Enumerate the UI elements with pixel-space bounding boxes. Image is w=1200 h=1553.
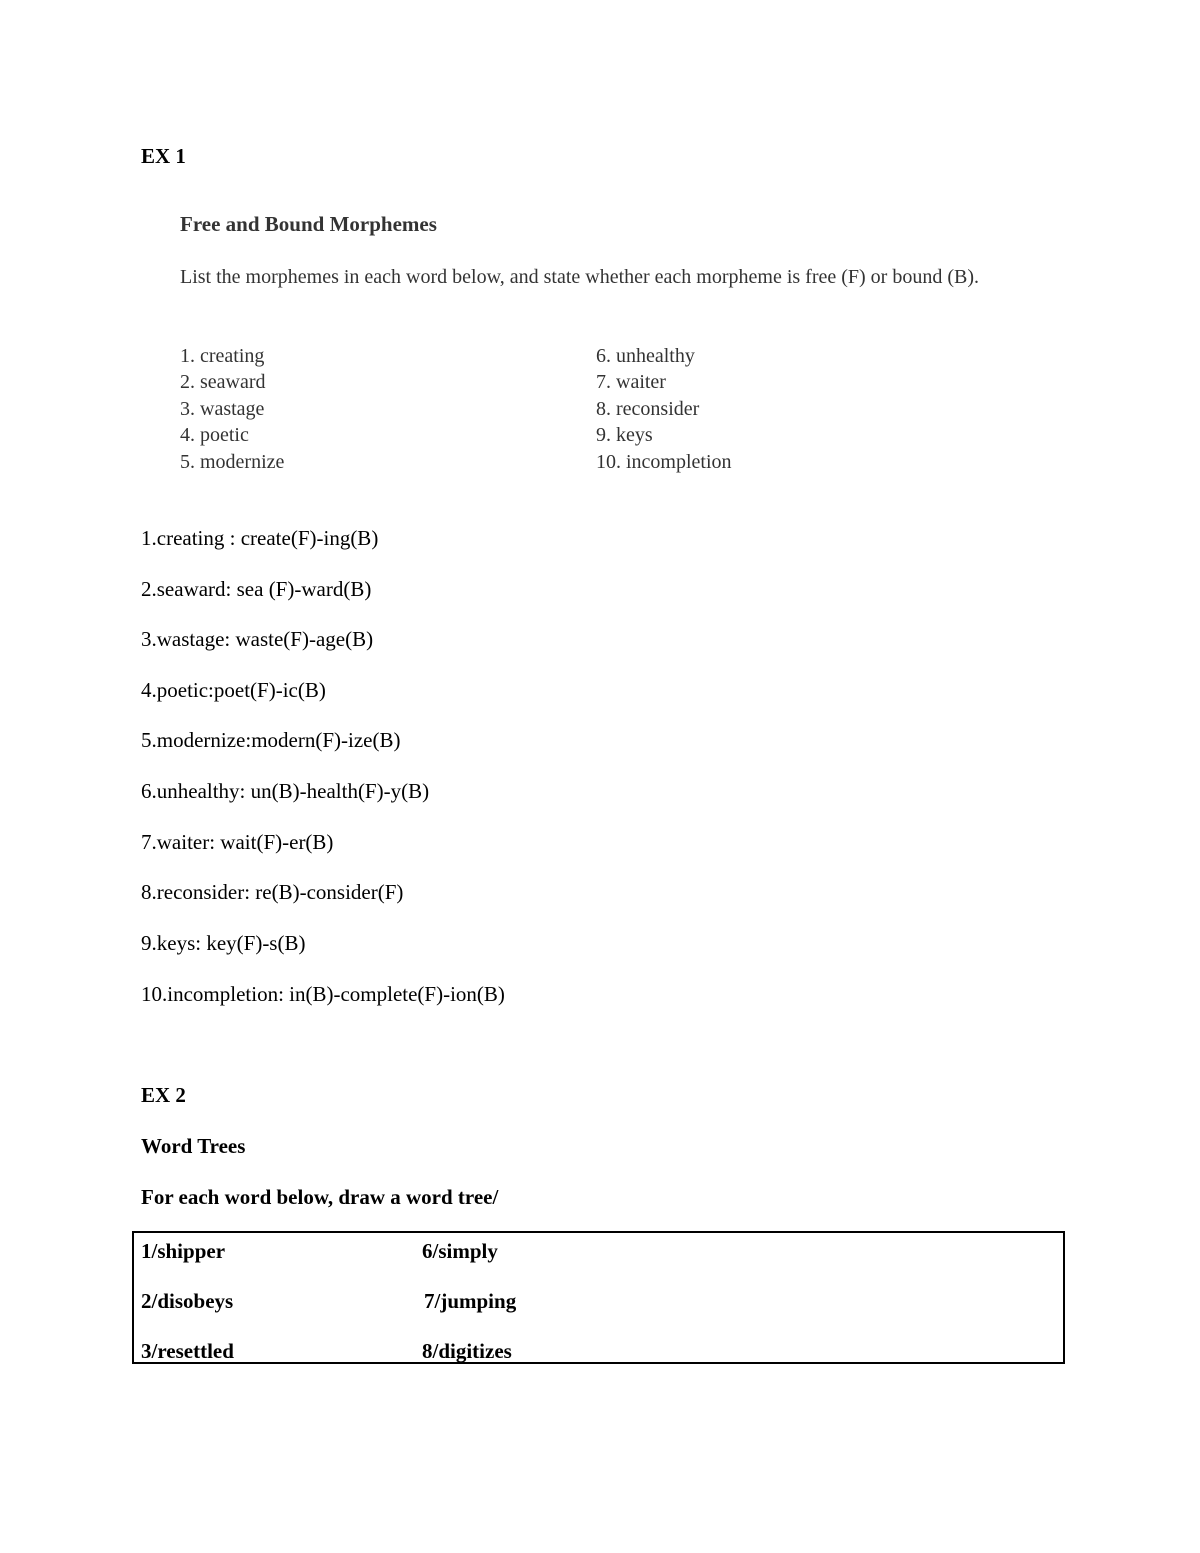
ex2-label: EX 2 <box>141 1083 186 1107</box>
scan-word-left: 5. modernize <box>180 451 285 473</box>
answer-line: 9.keys: key(F)-s(B) <box>141 931 306 955</box>
word-tree-item: 2/disobeys <box>141 1289 234 1313</box>
scan-instruction: List the morphemes in each word below, and state whether each morpheme is free (F) or bound (B). <box>180 266 980 288</box>
word-tree-item: 6/simply <box>422 1239 498 1263</box>
answer-line: 3.wastage: waste(F)-age(B) <box>141 627 374 651</box>
word-tree-item: 8/digitizes <box>422 1339 512 1363</box>
answer-line: 5.modernize:modern(F)-ize(B) <box>141 728 401 752</box>
answer-line: 2.seaward: sea (F)-ward(B) <box>141 577 372 601</box>
word-tree-item: 3/resettled <box>141 1339 234 1363</box>
scan-word-right: 7. waiter <box>596 371 666 393</box>
scan-word-left: 2. seaward <box>180 371 266 393</box>
scan-word-left: 3. wastage <box>180 398 265 420</box>
answer-line: 8.reconsider: re(B)-consider(F) <box>141 880 404 904</box>
ex2-title: Word Trees <box>141 1134 246 1158</box>
word-tree-item: 1/shipper <box>141 1239 226 1263</box>
answer-line: 7.waiter: wait(F)-er(B) <box>141 830 334 854</box>
scan-word-left: 4. poetic <box>180 424 249 446</box>
word-tree-box <box>132 1231 1065 1364</box>
ex1-label: EX 1 <box>141 144 186 168</box>
scan-word-right: 10. incompletion <box>596 451 732 473</box>
scan-word-right: 6. unhealthy <box>596 345 695 367</box>
answer-line: 4.poetic:poet(F)-ic(B) <box>141 678 326 702</box>
scan-word-right: 8. reconsider <box>596 398 700 420</box>
answer-line: 10.incompletion: in(B)-complete(F)-ion(B) <box>141 982 505 1006</box>
scan-title: Free and Bound Morphemes <box>180 212 437 236</box>
ex2-instruction: For each word below, draw a word tree/ <box>141 1185 499 1209</box>
word-tree-item: 7/jumping <box>424 1289 517 1313</box>
answer-line: 6.unhealthy: un(B)-health(F)-y(B) <box>141 779 430 803</box>
answer-line: 1.creating : create(F)-ing(B) <box>141 526 379 550</box>
scan-word-right: 9. keys <box>596 424 653 446</box>
scan-word-left: 1. creating <box>180 345 265 367</box>
